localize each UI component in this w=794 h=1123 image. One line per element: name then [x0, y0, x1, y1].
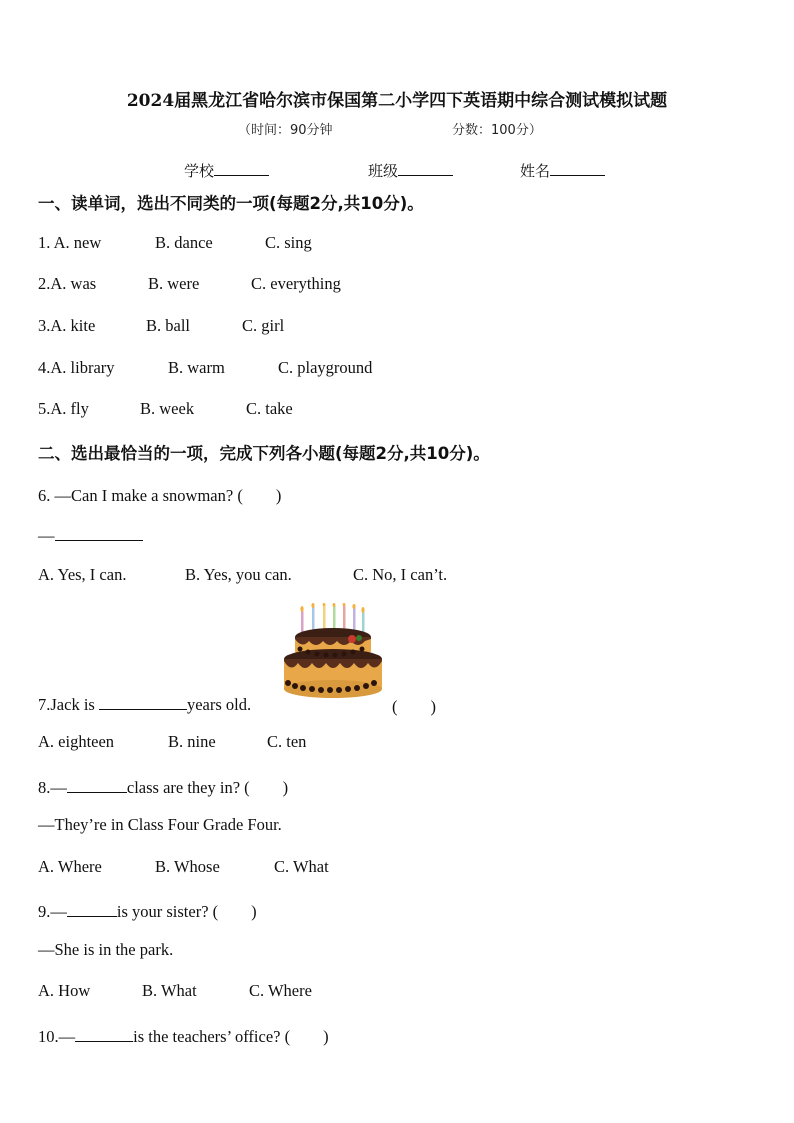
q10-answer-blank[interactable]: [75, 1025, 133, 1042]
q9-stem-end: is your sister? ( ): [116, 902, 257, 921]
q5-option-b[interactable]: B. week: [140, 399, 195, 418]
q4-option-a[interactable]: 4.A. library: [38, 358, 115, 377]
q8-stem-start: 8.—: [38, 778, 67, 797]
q6-answer-line[interactable]: [38, 524, 143, 546]
name-label: 姓名: [520, 162, 551, 180]
q3-option-c[interactable]: C. girl: [242, 316, 285, 335]
q8-answer-blank[interactable]: [67, 776, 127, 793]
school-label: 学校: [184, 162, 215, 180]
q9-option-a[interactable]: A. How: [38, 981, 91, 1000]
q10-stem-end: is the teachers’ office? ( ): [133, 1027, 329, 1046]
name-field[interactable]: [520, 160, 605, 181]
exam-time: （时间：90分钟: [238, 123, 333, 138]
q3-option-a[interactable]: 3.A. kite: [38, 316, 96, 335]
exam-title: 2024届黑龙江省哈尔滨市保国第二小学四下英语期中综合测试模拟试题: [126, 91, 668, 111]
section1-heading: 一、读单词，选出不同类的一项(每题2分,共10分)。: [38, 194, 424, 213]
q6-option-c[interactable]: C. No, I can’t.: [353, 565, 448, 584]
q9-option-c[interactable]: C. Where: [249, 981, 312, 1000]
q8-stem: [38, 774, 288, 798]
q9-reply: —She is in the park.: [38, 940, 174, 959]
q8-stem-end: class are they in? ( ): [126, 778, 289, 797]
q8-reply: —They’re in Class Four Grade Four.: [38, 815, 282, 834]
q4-option-c[interactable]: C. playground: [278, 358, 373, 377]
q9-option-b[interactable]: B. What: [142, 981, 197, 1000]
q8-option-b[interactable]: B. Whose: [155, 857, 220, 876]
q2-option-a[interactable]: 2.A. was: [38, 274, 97, 293]
class-blank[interactable]: [398, 161, 453, 176]
q9-stem: [38, 898, 257, 922]
q4-option-b[interactable]: B. warm: [168, 358, 225, 377]
q9-answer-blank[interactable]: [67, 900, 117, 917]
q6-stem: 6. —Can I make a snowman? ( ): [38, 486, 282, 505]
q1-option-b[interactable]: B. dance: [155, 233, 213, 252]
q1-option-a[interactable]: 1. A. new: [38, 233, 102, 252]
q6-answer-dash: —: [38, 526, 55, 545]
section2-heading: 二、选出最恰当的一项，完成下列各小题(每题2分,共10分)。: [38, 444, 490, 463]
name-blank[interactable]: [550, 161, 605, 176]
exam-score: 分数：100分）: [452, 123, 542, 138]
q8-option-a[interactable]: A. Where: [38, 857, 102, 876]
q7-stem: [38, 693, 251, 715]
q6-option-b[interactable]: B. Yes, you can.: [185, 565, 292, 584]
q7-answer-blank[interactable]: [99, 693, 187, 710]
q9-stem-start: 9.—: [38, 902, 67, 921]
q10-stem-start: 10.—: [38, 1027, 76, 1046]
q5-option-a[interactable]: 5.A. fly: [38, 399, 89, 418]
q7-option-c[interactable]: C. ten: [267, 732, 307, 751]
q3-option-b[interactable]: B. ball: [146, 316, 190, 335]
school-blank[interactable]: [214, 161, 269, 176]
q8-option-c[interactable]: C. What: [274, 857, 329, 876]
q7-option-a[interactable]: A. eighteen: [38, 732, 115, 751]
q7-stem-start: 7.Jack is: [38, 695, 99, 714]
birthday-cake-icon: [282, 603, 384, 701]
q10-stem: [38, 1023, 329, 1047]
q6-option-a[interactable]: A. Yes, I can.: [38, 565, 127, 584]
q7-option-b[interactable]: B. nine: [168, 732, 216, 751]
q7-stem-end: years old.: [186, 695, 252, 714]
q5-option-c[interactable]: C. take: [246, 399, 293, 418]
class-label: 班级: [368, 162, 399, 180]
q7-answer-paren[interactable]: ( ): [392, 697, 436, 716]
school-field[interactable]: [184, 160, 269, 181]
class-field[interactable]: [368, 160, 453, 181]
q2-option-c[interactable]: C. everything: [251, 274, 341, 293]
q6-answer-blank[interactable]: [55, 524, 143, 541]
q2-option-b[interactable]: B. were: [148, 274, 200, 293]
q1-option-c[interactable]: C. sing: [265, 233, 312, 252]
